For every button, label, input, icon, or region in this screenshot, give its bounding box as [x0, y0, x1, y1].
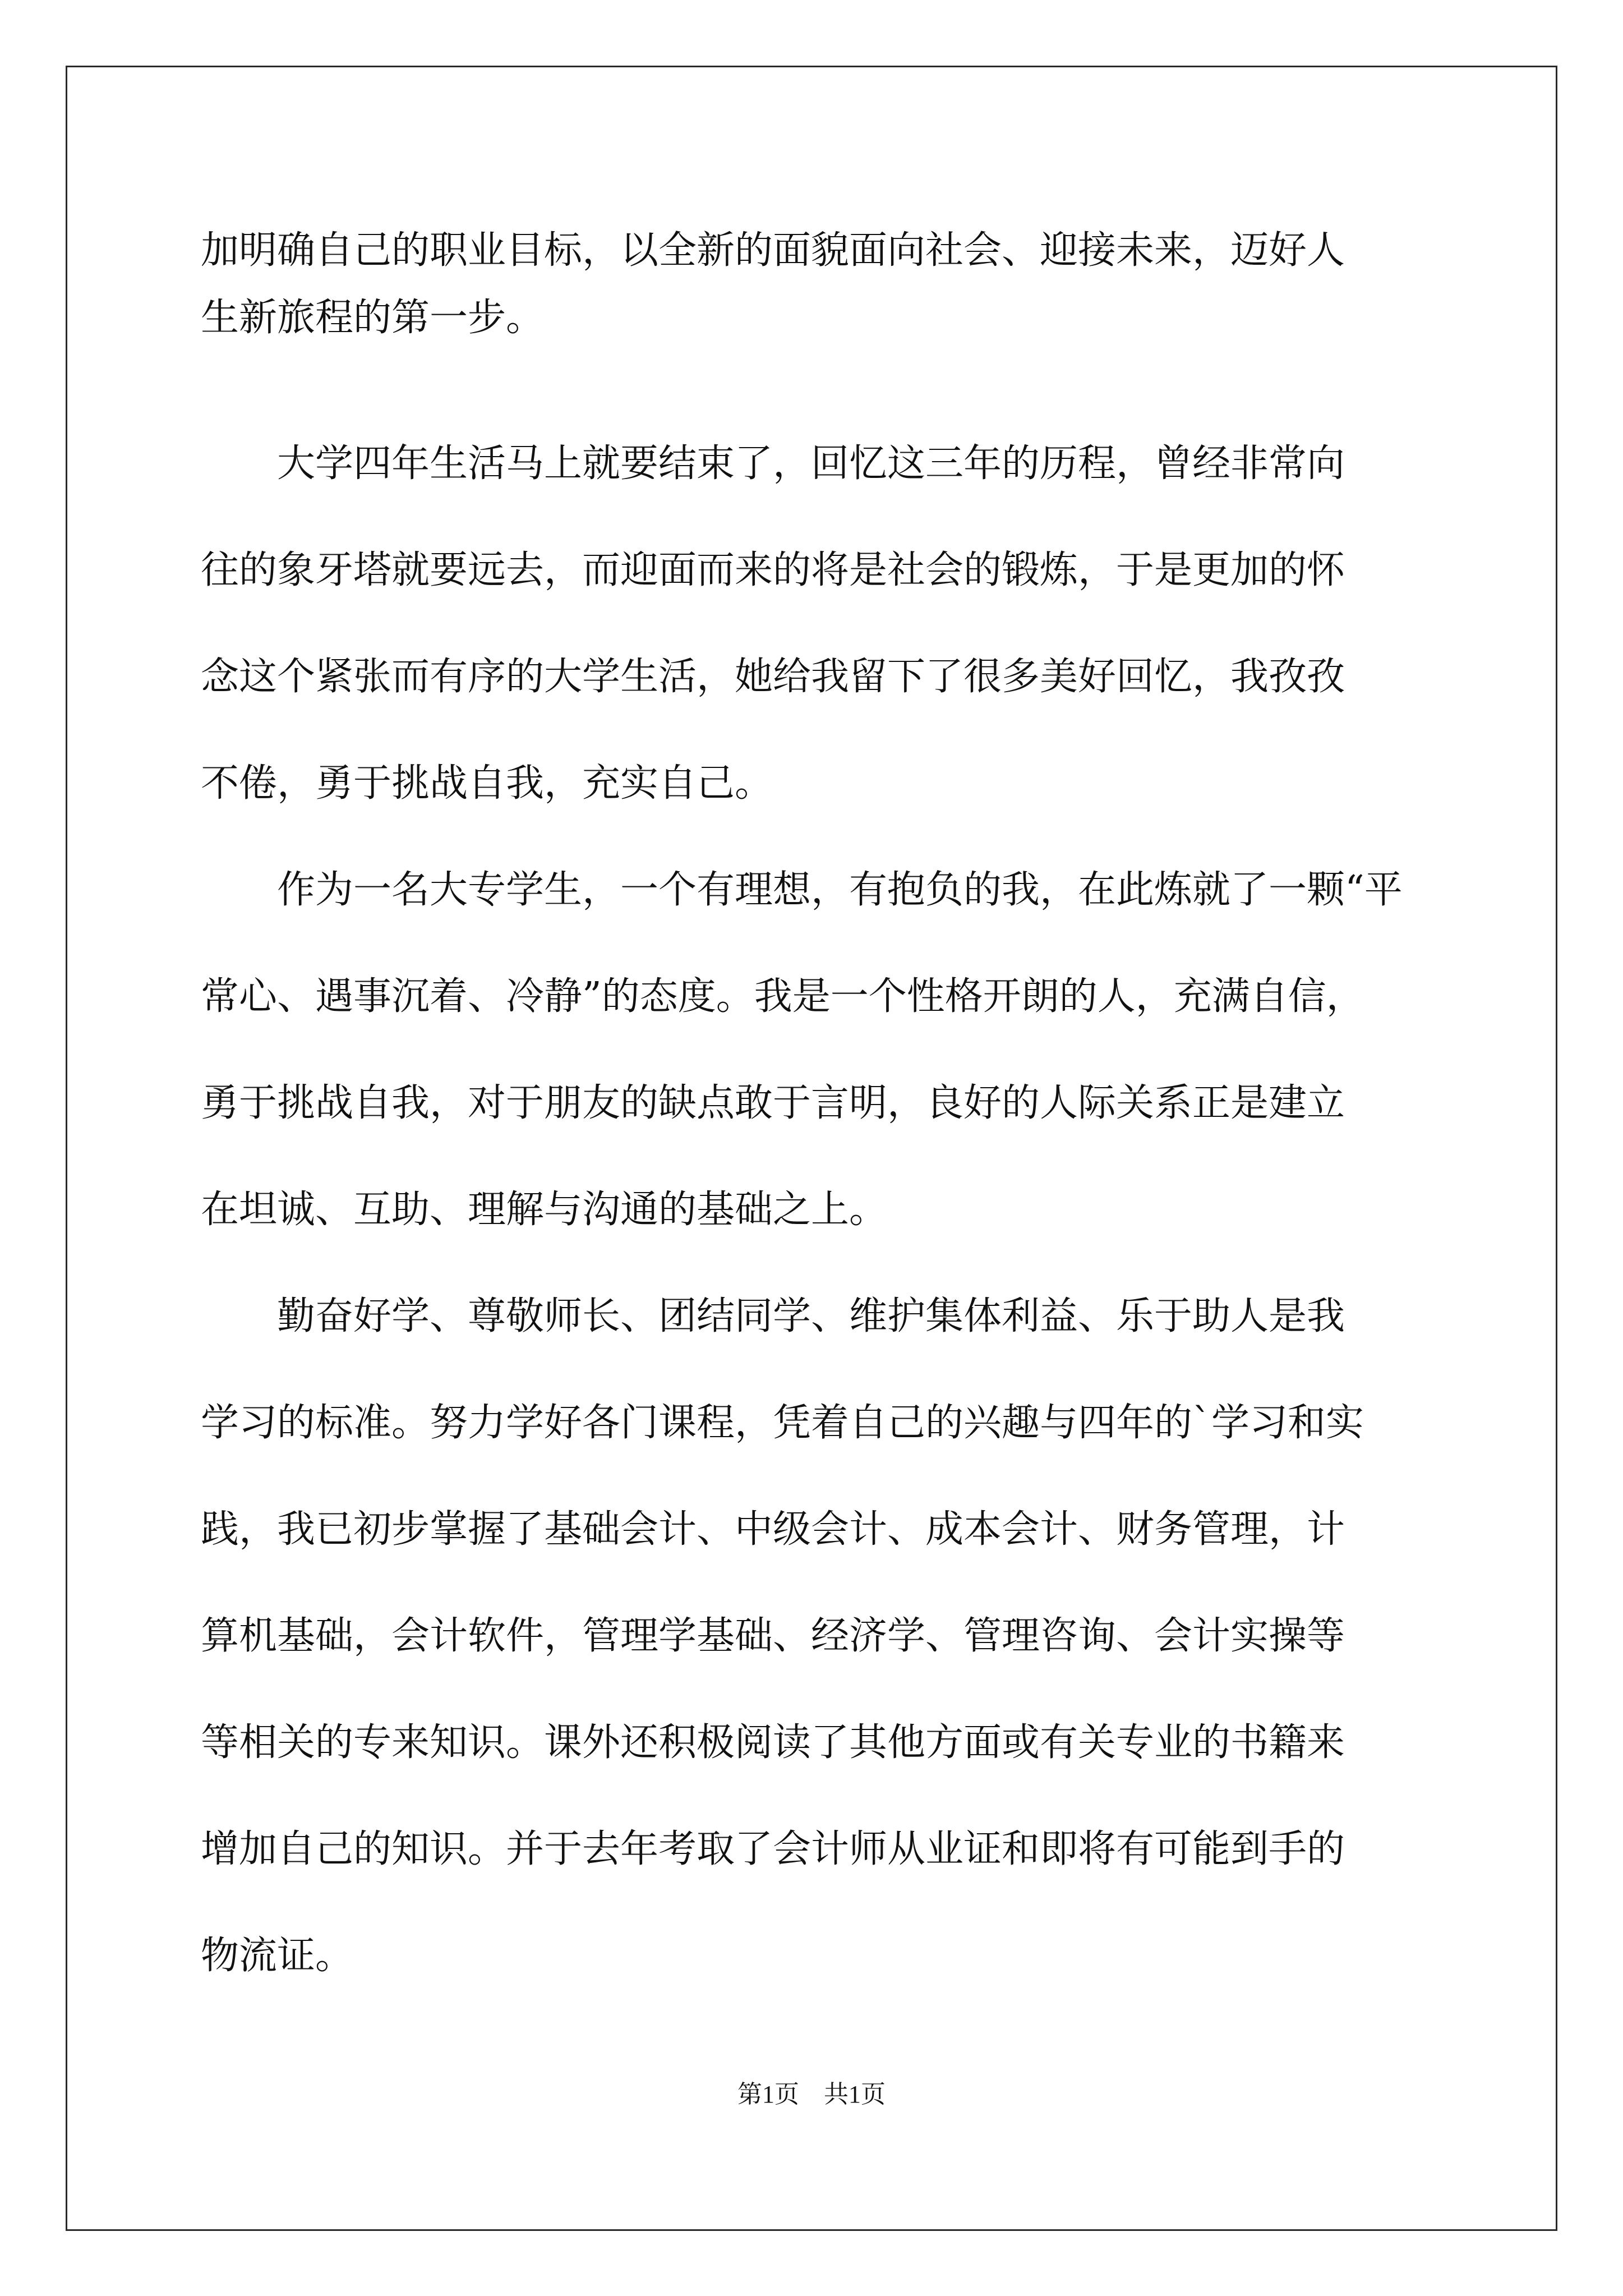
text-line: 作为一名大专学生，一个有理想，有抱负的我，在此炼就了一颗“平 [201, 868, 1403, 912]
page-number-footer: 第1页 共1页 [737, 2081, 886, 2108]
page-border [66, 66, 1557, 2231]
text-line: 生新旅程的第一步。 [201, 296, 545, 340]
text-line: 学习的标准。努力学好各门课程，凭着自己的兴趣与四年的`学习和实 [201, 1401, 1364, 1445]
text-line: 算机基础，会计软件，管理学基础、经济学、管理咨询、会计实操等 [201, 1614, 1345, 1658]
text-line: 物流证。 [201, 1934, 354, 1978]
text-line: 大学四年生活马上就要结束了，回忆这三年的历程，曾经非常向 [201, 441, 1345, 486]
text-line: 往的象牙塔就要远去，而迎面而来的将是社会的锻炼，于是更加的怀 [201, 548, 1345, 592]
text-line: 常心、遇事沉着、冷静”的态度。我是一个性格开朗的人，充满自信， [201, 974, 1364, 1019]
text-line: 在坦诚、互助、理解与沟通的基础之上。 [201, 1188, 888, 1232]
text-line: 念这个紧张而有序的大学生活，她给我留下了很多美好回忆，我孜孜 [201, 655, 1345, 699]
text-line: 等相关的专来知识。课外还积极阅读了其他方面或有关专业的书籍来 [201, 1720, 1345, 1765]
text-line: 勤奋好学、尊敬师长、团结同学、维护集体利益、乐于助人是我 [201, 1294, 1345, 1338]
text-line: 不倦，勇于挑战自我，充实自己。 [201, 761, 773, 806]
text-line: 践，我已初步掌握了基础会计、中级会计、成本会计、财务管理，计 [201, 1507, 1345, 1552]
text-line: 勇于挑战自我，对于朋友的缺点敢于言明，良好的人际关系正是建立 [201, 1081, 1345, 1125]
text-line: 加明确自己的职业目标，以全新的面貌面向社会、迎接未来，迈好人 [201, 228, 1345, 273]
text-line: 增加自己的知识。并于去年考取了会计师从业证和即将有可能到手的 [201, 1827, 1345, 1871]
